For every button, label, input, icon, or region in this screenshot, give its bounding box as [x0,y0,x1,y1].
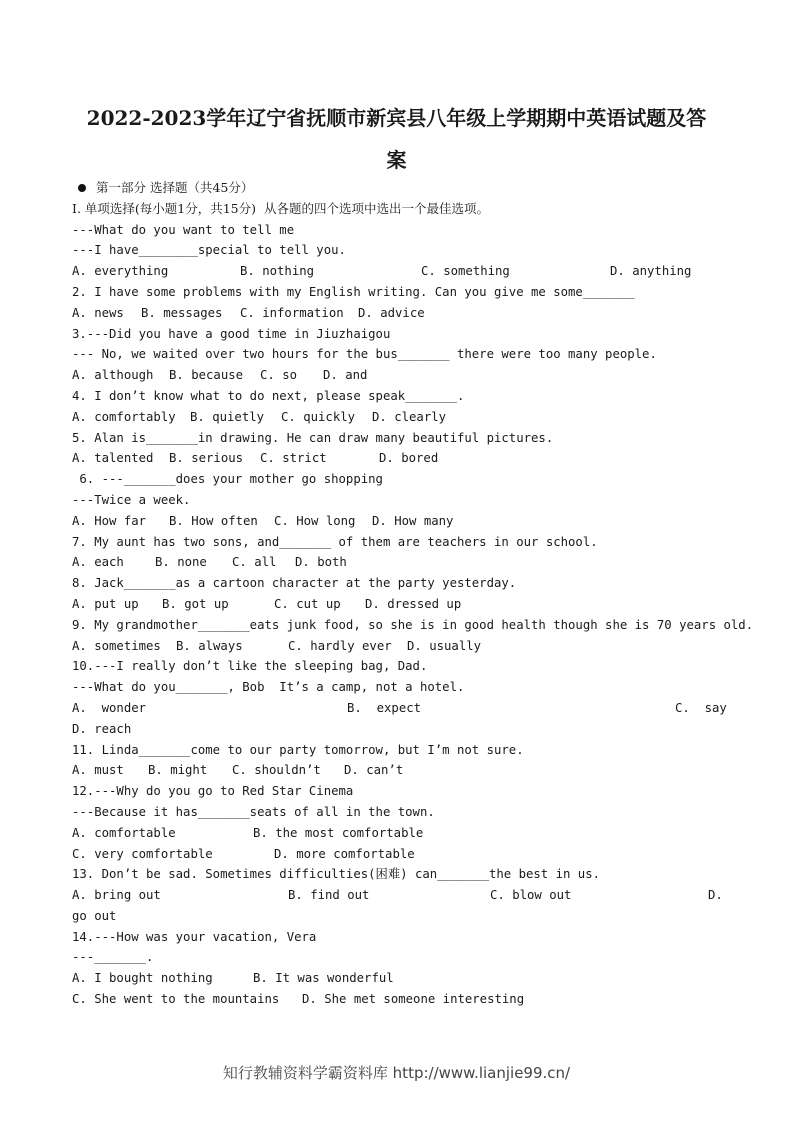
question-10-line-2: ---What do you_______, Bob It’s a camp, not a hotel. [72,680,465,695]
question-3-line-2: --- No, we waited over two hours for the bus_______ there were too many people. [72,347,657,362]
option-d: D. both [295,555,347,570]
document-title-line-1: 2022-2023学年辽宁省抚顺市新宾县八年级上学期期中英语试题及答 [86,106,707,130]
option-a: A. although [72,368,154,383]
option-b: B. the most comfortable [253,825,424,840]
option-d: D. advice [358,305,425,320]
question-10-line-1: 10.---I really don’t like the sleeping bag, Dad. [72,659,428,674]
question-11-line-1: 11. Linda_______come to our party tomorrow, but I’m not sure. [72,742,524,757]
question-14-line-2: ---_______. [72,950,154,965]
option-b: B. serious [169,451,244,466]
question-1-options [72,261,732,282]
option-c: C. very comfortable [72,846,213,861]
instruction-text: Ⅰ. 单项选择(每小题1分，共15分) 从各题的四个选项中选出一个最佳选项。 [72,200,489,216]
option-d: D. bored [379,451,439,466]
question-6-line-1: 6. ---_______does your mother go shopping [72,472,383,487]
question-5-options [72,448,732,469]
option-b: B. always [176,638,243,653]
option-d: D. [708,888,723,903]
option-a: A. wonder [72,700,147,715]
option-c: C. something [421,264,510,279]
question-13-option-d-text: go out [72,908,117,923]
option-a: A. I bought nothing [72,971,213,986]
option-b: B. It was wonderful [253,971,394,986]
option-a: A. How far [72,513,147,528]
option-c: C. say [675,700,727,715]
option-b: B. because [169,368,244,383]
option-b: B. quietly [190,409,265,424]
question-2-options [72,303,732,324]
question-6-line-2: ---Twice a week. [72,492,191,507]
option-d: D. How many [372,513,454,528]
question-13-line-1: 13. Don’t be sad. Sometimes difficulties(困难) can_______the best in us. [72,867,601,882]
option-d: D. more comfortable [274,846,415,861]
option-a: A. comfortable [72,825,176,840]
option-d: D. anything [610,264,692,279]
question-4-line-1: 4. I don’t know what to do next, please speak_______. [72,388,465,403]
option-a: A. comfortably [72,409,176,424]
option-a: A. must [72,763,124,778]
option-c: C. blow out [490,888,572,903]
option-d: D. clearly [372,409,447,424]
question-6-options [72,511,732,532]
option-a: A. each [72,555,124,570]
option-a: A. news [72,305,124,320]
bullet-icon [78,184,86,192]
question-13-options [72,885,732,906]
question-9-options [72,636,732,657]
option-b: B. might [148,763,208,778]
question-10-option-d: D. reach [72,721,132,736]
question-7-line-1: 7. My aunt has two sons, and_______ of them are teachers in our school. [72,534,598,549]
question-1-line-2: ---I have________special to tell you. [72,243,346,258]
section-heading-text: 第一部分 选择题（共45分） [96,180,254,195]
option-d: D. usually [407,638,482,653]
option-c: C. She went to the mountains [72,992,280,1007]
question-4-options [72,407,732,428]
option-b: B. none [155,555,207,570]
question-7-options [72,552,732,573]
question-12-line-2: ---Because it has_______seats of all in the town. [72,804,435,819]
question-10-options [72,698,732,719]
question-9-line-1: 9. My grandmother_______eats junk food, so she is in good health though she is 70 years old. [72,617,754,632]
question-11-options [72,760,732,781]
question-8-line-1: 8. Jack_______as a cartoon character at the party yesterday. [72,576,517,591]
option-c: C. strict [260,451,327,466]
option-c: C. hardly ever [288,638,392,653]
option-a: A. bring out [72,888,161,903]
option-c: C. cut up [274,596,341,611]
option-b: B. got up [162,596,229,611]
question-14-options-row-2 [72,989,732,1010]
question-14-line-1: 14.---How was your vacation, Vera [72,929,317,944]
option-d: D. can’t [344,763,404,778]
document-title-line-2: 案 [386,148,407,172]
option-a: A. sometimes [72,638,161,653]
option-d: D. She met someone interesting [302,992,525,1007]
question-12-options-row-2 [72,844,732,865]
option-b: B. nothing [240,264,315,279]
question-12-options-row-1 [72,823,732,844]
question-2-line-1: 2. I have some problems with my English writing. Can you give me some_______ [72,284,635,299]
section-heading [72,178,732,199]
question-3-line-1: 3.---Did you have a good time in Jiuzhaigou [72,326,391,341]
question-12-line-1: 12.---Why do you go to Red Star Cinema [72,784,354,799]
option-c: C. so [260,368,298,383]
option-d: D. dressed up [365,596,462,611]
exam-content [72,178,754,1010]
option-a: A. everything [72,264,169,279]
option-d: D. and [323,368,368,383]
option-c: C. quickly [281,409,356,424]
option-c: C. information [240,305,344,320]
option-b: B. find out [288,888,370,903]
footer-watermark: 知行教辅资料学霸资料库 http://www.lianjie99.cn/ [222,1064,571,1082]
option-c: C. How long [274,513,356,528]
option-c: C. shouldn’t [232,763,321,778]
option-a: A. put up [72,596,139,611]
question-14-options-row-1 [72,968,732,989]
option-b: B. How often [169,513,258,528]
option-b: B. expect [347,700,422,715]
question-1-line-1: ---What do you want to tell me [72,222,295,237]
option-a: A. talented [72,451,154,466]
question-5-line-1: 5. Alan is_______in drawing. He can draw many beautiful pictures. [72,430,554,445]
option-c: C. all [232,555,277,570]
question-8-options [72,594,732,615]
question-3-options [72,365,732,386]
option-b: B. messages [141,305,223,320]
